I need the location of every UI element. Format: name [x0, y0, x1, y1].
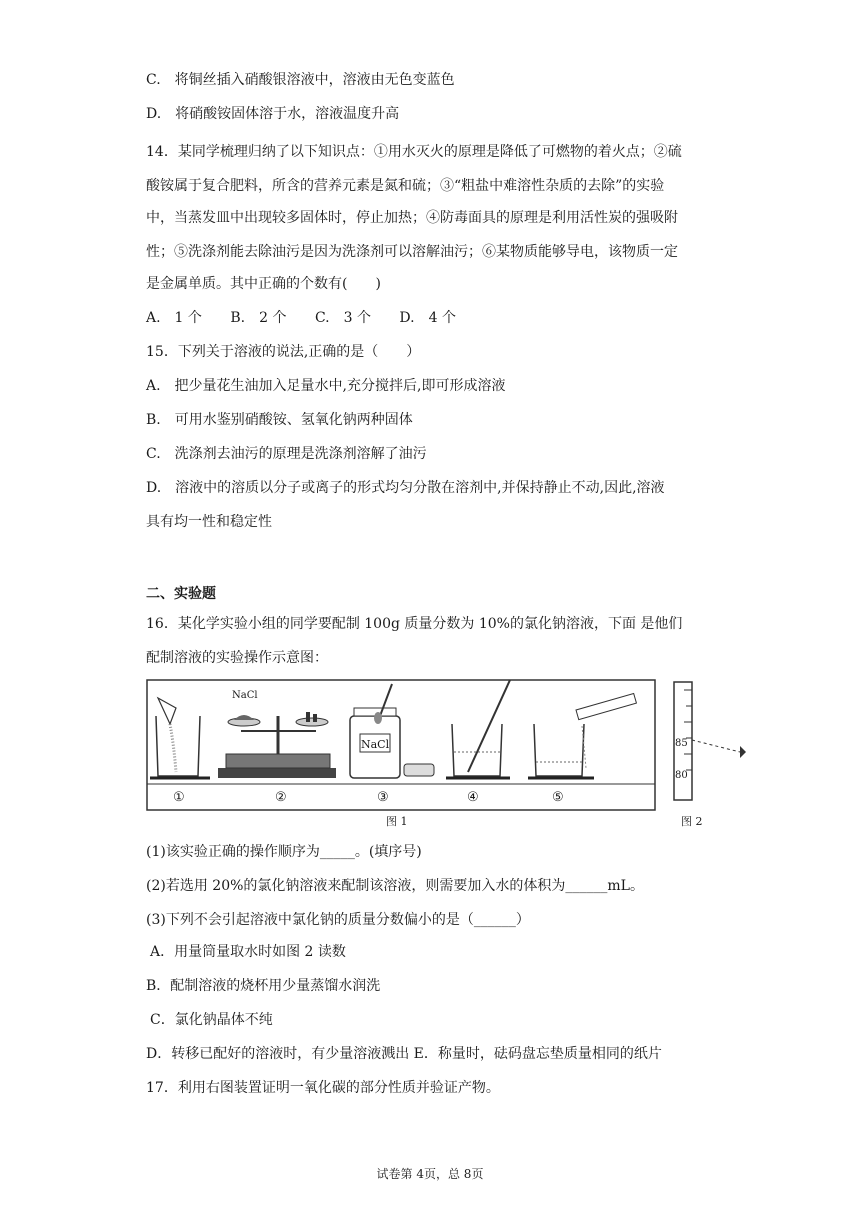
section-heading: 二、实验题 — [146, 586, 216, 602]
sub-question: (2)若选用 20%的氯化钠溶液来配制该溶液，则需要加入水的体积为______mL。 — [146, 878, 644, 894]
step-label: ③ — [377, 790, 389, 805]
text-line: D. 将硝酸铵固体溶于水，溶液温度升高 — [146, 106, 400, 122]
option-line: B. 可用水鉴别硝酸铵、氢氧化钠两种固体 — [146, 412, 413, 428]
sub-question: (3)下列不会引起溶液中氯化钠的质量分数偏小的是（______） — [146, 912, 530, 928]
option-line: C. 洗涤剂去油污的原理是洗涤剂溶解了油污 — [146, 446, 427, 462]
option-line: A. 把少量花生油加入足量水中,充分搅拌后,即可形成溶液 — [146, 378, 506, 394]
question-16: 16．某化学实验小组的同学要配制 100g 质量分数为 10%的氯化钠溶液，下面 是他们 — [146, 616, 683, 632]
option-b: B. 2 个 — [230, 310, 287, 326]
question-15: 15．下列关于溶液的说法,正确的是（ ） — [146, 344, 421, 360]
option-line: D. 溶液中的溶质以分子或离子的形式均匀分散在溶剂中,并保持静止不动,因此,溶液 — [146, 480, 665, 496]
nacl-label-balance: NaCl — [232, 690, 258, 701]
text-line: 配制溶液的实验操作示意图： — [146, 650, 328, 666]
option-line: B．配制溶液的烧杯用少量蒸馏水润洗 — [146, 978, 381, 994]
step-label: ⑤ — [552, 790, 564, 805]
text-line: C. 将铜丝插入硝酸银溶液中，溶液由无色变蓝色 — [146, 72, 455, 88]
option-c: C. 3 个 — [314, 310, 371, 326]
nacl-label-jar: NaCl — [361, 738, 390, 751]
question-14: 14．某同学梳理归纳了以下知识点：①用水灭火的原理是降低了可燃物的着火点；②硫 — [146, 144, 682, 160]
option-a: A. 1 个 — [146, 310, 202, 326]
figure-caption: 图 2 — [681, 815, 703, 828]
question-17: 17．利用右图装置证明一氧化碳的部分性质并验证产物。 — [146, 1080, 500, 1096]
step-label: ④ — [467, 790, 479, 805]
cylinder-mark: 80 — [675, 770, 688, 781]
step-label: ① — [173, 790, 185, 805]
figure-caption: 图 1 — [386, 815, 408, 828]
option-line: D．转移已配好的溶液时，有少量溶液溅出 E．称量时，砝码盘忘垫质量相同的纸片 — [146, 1046, 662, 1062]
step-label: ② — [275, 790, 287, 805]
option-line: A．用量筒量取水时如图 2 读数 — [150, 944, 346, 960]
cylinder-mark: 85 — [675, 738, 688, 749]
page-footer: 试卷第 4页，总 8页 — [376, 1167, 484, 1181]
text-line: 是金属单质。其中正确的个数有( ) — [146, 276, 381, 292]
sub-question: (1)该实验正确的操作顺序为_____。(填序号) — [146, 844, 422, 860]
q14-options — [146, 308, 480, 328]
text-line: 性；⑤洗涤剂能去除油污是因为洗涤剂可以溶解油污；⑥某物质能够导电，该物质一定 — [146, 244, 678, 260]
text-line: 中，当蒸发皿中出现较多固体时，停止加热；④防毒面具的原理是利用活性炭的强吸附 — [146, 210, 678, 226]
text-line: 具有均一性和稳定性 — [146, 514, 272, 530]
option-d: D. 4 个 — [399, 310, 456, 326]
text-line: 酸铵属于复合肥料，所含的营养元素是氮和硫；③“粗盐中难溶性杂质的去除”的实验 — [146, 178, 665, 194]
option-line: C．氯化钠晶体不纯 — [150, 1012, 273, 1028]
